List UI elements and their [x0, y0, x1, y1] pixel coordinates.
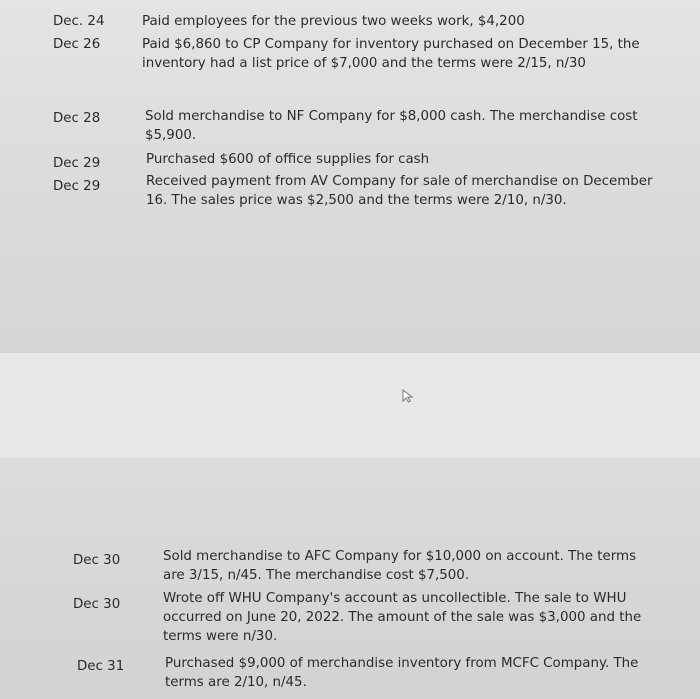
entry-date: Dec. 24 — [53, 14, 105, 29]
entry-date: Dec 28 — [53, 111, 101, 126]
entry-description: Paid employees for the previous two weeks work, $4,200 — [142, 14, 525, 29]
entry-description: Purchased $9,000 of merchandise inventory from MCFC Company. The terms are 2/10, n/45. — [165, 656, 639, 690]
entry-date: Dec 31 — [77, 659, 125, 674]
entry-description: Received payment from AV Company for sale of merchandise on December 16. The sales price was $2,500 and the terms were 2/10, n/30. — [146, 174, 653, 208]
blank-answer-area — [0, 352, 700, 459]
entry-date: Dec 26 — [53, 37, 101, 52]
bottom-page-section — [0, 458, 700, 699]
entry-description: Sold merchandise to AFC Company for $10,000 on account. The terms are 3/15, n/45. The merchandise cost $7,500. — [163, 549, 637, 583]
entry-date: Dec 29 — [53, 156, 101, 171]
entry-description: Purchased $600 of office supplies for cash — [146, 152, 430, 167]
entry-date: Dec 29 — [53, 179, 101, 194]
mouse-pointer-icon — [401, 389, 415, 403]
entry-description: Paid $6,860 to CP Company for inventory purchased on December 15, the inventory had a list price of $7,000 and the terms were 2/15, n/30 — [142, 37, 640, 71]
entry-description: Sold merchandise to NF Company for $8,000 cash. The merchandise cost $5,900. — [145, 109, 638, 143]
entry-date: Dec 30 — [73, 597, 121, 612]
entry-description: Wrote off WHU Company's account as uncollectible. The sale to WHU occurred on June 20, 2022. The amount of the sale was $3,000 and the terms were n/30. — [163, 591, 642, 644]
entry-date: Dec 30 — [73, 553, 121, 568]
